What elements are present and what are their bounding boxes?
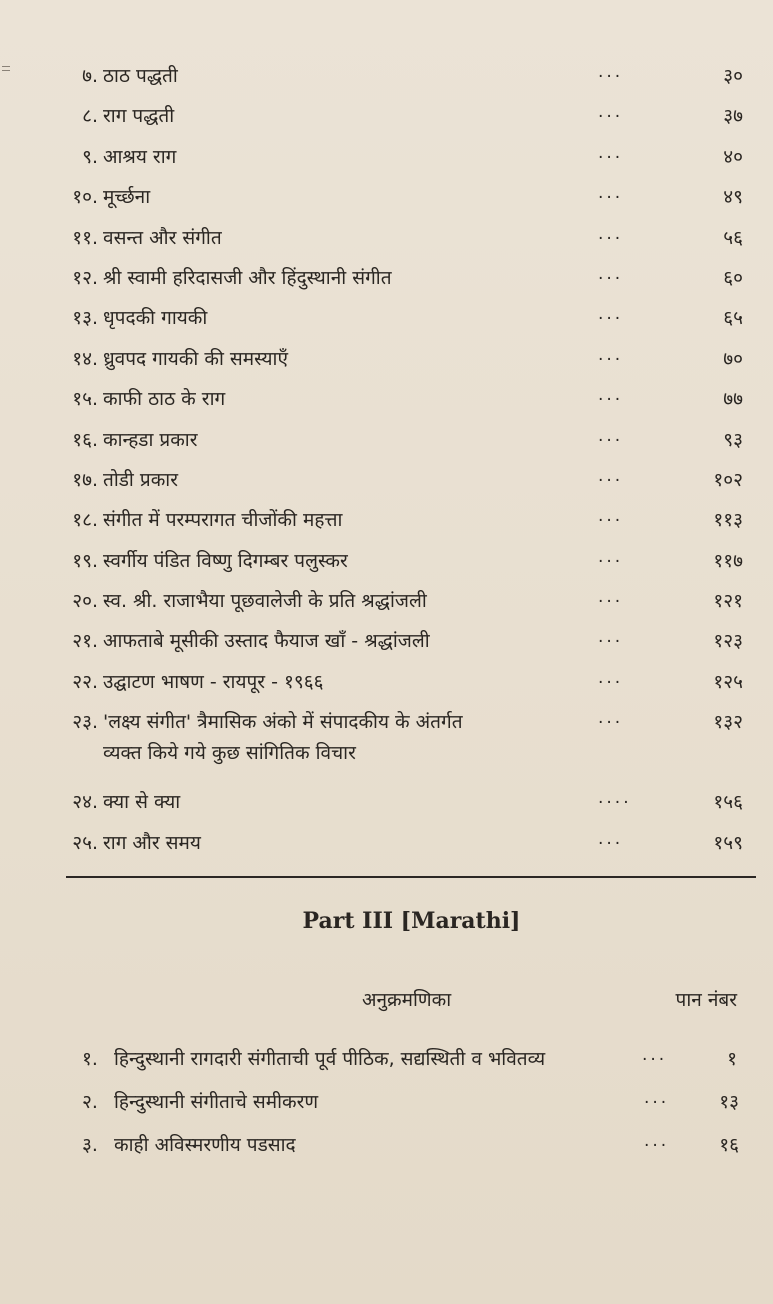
entry-leader-dots: ... (598, 263, 624, 284)
entry-leader-dots: ... (598, 506, 624, 527)
toc-entry (0, 339, 773, 379)
toc-entry (0, 581, 773, 621)
entry-title: स्व. श्री. राजाभैया पूछवालेजी के प्रति श्रद्धांजली (103, 590, 427, 613)
entry-title: काही अविस्मरणीय पडसाद (114, 1134, 296, 1156)
entry-title: आश्रय राग (103, 145, 177, 168)
entry-leader-dots: ... (644, 1131, 670, 1151)
toc-entry (0, 1082, 773, 1125)
entry-leader-dots: ... (598, 223, 624, 244)
entry-page-number: १५६ (713, 791, 743, 814)
entry-title: राग पद्धती (103, 105, 175, 128)
entry-title (103, 707, 463, 769)
entry-number: ११. (72, 226, 98, 249)
entry-leader-dots: ... (598, 546, 624, 567)
toc-entry (0, 460, 773, 500)
entry-number: १७. (72, 468, 98, 491)
entry-page-number: ४० (723, 145, 743, 168)
entry-title: ठाठ पद्धती (103, 65, 178, 87)
entry-page-number: ५६ (723, 226, 743, 249)
entry-number: २. (82, 1091, 98, 1113)
toc-entry (0, 541, 773, 581)
entry-page-number: १५९ (713, 831, 743, 854)
entry-title: कान्हडा प्रकार (103, 428, 198, 451)
entry-title: मूर्च्छना (103, 186, 151, 209)
entry-page-number: ११३ (713, 509, 743, 532)
toc-entry (0, 1125, 773, 1168)
entry-page-number: १६ (719, 1134, 739, 1156)
entry-title: उद्घाटण भाषण - रायपूर - १९६६ (103, 670, 324, 693)
entry-number: २५. (72, 831, 98, 854)
entry-page-number: १३ (719, 1091, 739, 1113)
entry-number: २१. (72, 630, 98, 653)
entry-title: स्वर्गीय पंडित विष्णु दिगम्बर पलुस्कर (103, 549, 348, 572)
entry-leader-dots: .... (598, 788, 632, 809)
entry-page-number: ३७ (723, 105, 743, 128)
entry-title: संगीत में परम्परागत चीजोंकी महत्ता (103, 509, 343, 532)
entry-page-number: १०२ (713, 468, 743, 491)
entry-title: धृपदकी गायकी (103, 307, 208, 330)
entry-leader-dots: ... (598, 183, 624, 204)
entry-number: १४. (72, 347, 98, 370)
entry-leader-dots: ... (598, 627, 624, 648)
toc-entry (0, 177, 773, 217)
entry-page-number: ७० (723, 347, 743, 370)
entry-title-line-1: 'लक्ष्य संगीत' त्रैमासिक अंको में संपादकीय के अंतर्गत (103, 711, 463, 734)
toc-entry (0, 298, 773, 338)
toc-entry (0, 137, 773, 177)
entry-title: काफी ठाठ के राग (103, 388, 226, 411)
entry-number: २०. (72, 590, 98, 613)
entry-number: २२. (72, 670, 98, 693)
entry-leader-dots: ... (598, 465, 624, 486)
entry-leader-dots: ... (598, 304, 624, 325)
toc-entry (0, 823, 773, 863)
entry-page-number: १३२ (713, 711, 743, 734)
entry-leader-dots: ... (598, 667, 624, 688)
toc-entry (0, 621, 773, 661)
entry-number: १५. (72, 388, 98, 411)
entry-page-number: १२३ (713, 630, 743, 653)
entry-title: तोडी प्रकार (103, 468, 178, 491)
entry-number: १०. (72, 186, 98, 209)
toc-entry (0, 662, 773, 702)
entry-page-number: १२५ (713, 670, 743, 693)
toc-entry (0, 258, 773, 298)
entry-number: १८. (72, 509, 98, 532)
section-divider (66, 876, 756, 878)
entry-number: ७. (82, 65, 98, 87)
toc-entry (0, 96, 773, 136)
entry-leader-dots: ... (598, 344, 624, 365)
entry-number: १. (82, 1048, 98, 1070)
toc-entry (0, 702, 773, 782)
entry-page-number: ६५ (723, 307, 743, 330)
entry-leader-dots: ... (598, 425, 624, 446)
entry-leader-dots: ... (598, 708, 624, 729)
toc-entry (0, 218, 773, 258)
entry-leader-dots: ... (598, 828, 624, 849)
toc-entry (0, 500, 773, 540)
entry-number: २३. (72, 711, 98, 734)
page-number-column-heading: पान नंबर (675, 989, 737, 1011)
entry-page-number: ६० (723, 266, 743, 289)
entry-leader-dots: ... (598, 587, 624, 608)
toc-entry (0, 1039, 773, 1082)
entry-title: ध्रुवपद गायकी की समस्याएँ (103, 347, 288, 370)
entry-page-number: १ (727, 1048, 737, 1070)
entry-leader-dots: ... (644, 1088, 670, 1108)
entry-page-number: ९३ (723, 428, 743, 451)
entry-number: १२. (72, 266, 98, 289)
entry-number: १३. (72, 307, 98, 330)
entry-leader-dots: ... (598, 62, 624, 82)
entry-number: १६. (72, 428, 98, 451)
entry-leader-dots: ... (598, 385, 624, 406)
entry-leader-dots: ... (598, 142, 624, 163)
entry-number: ८. (82, 105, 98, 128)
entry-title: आफताबे मूसीकी उस्ताद फैयाज खाँ - श्रद्धांजली (103, 630, 430, 653)
entry-page-number: ७७ (723, 388, 743, 411)
entry-number: २४. (72, 791, 98, 814)
entry-title: हिन्दुस्थानी संगीताचे समीकरण (114, 1091, 319, 1113)
entry-title: हिन्दुस्थानी रागदारी संगीताची पूर्व पीठिक, सद्यस्थिती व भवितव्य (114, 1048, 546, 1070)
entry-number: १९. (72, 549, 98, 572)
entry-page-number: ११७ (713, 549, 743, 572)
entry-title: राग और समय (103, 831, 201, 854)
entry-title: श्री स्वामी हरिदासजी और हिंदुस्थानी संगीत (103, 266, 392, 289)
entry-title: क्या से क्या (103, 791, 181, 814)
entry-leader-dots: ... (642, 1045, 668, 1065)
entry-leader-dots: ... (598, 102, 624, 123)
entry-number: ३. (82, 1134, 98, 1156)
entry-number: ९. (82, 145, 98, 168)
toc-entry (0, 420, 773, 460)
entry-title: वसन्त और संगीत (103, 226, 222, 249)
part-three-heading: Part III [Marathi] (302, 908, 521, 934)
table-of-contents-part-three (0, 1039, 773, 1168)
index-column-heading: अनुक्रमणिका (362, 989, 452, 1011)
toc-entry (0, 782, 773, 822)
toc-entry (0, 56, 773, 96)
toc-entry (0, 379, 773, 419)
entry-page-number: ३० (723, 65, 743, 87)
entry-title-line-2: व्यक्त किये गये कुछ सांगितिक विचार (103, 742, 356, 765)
entry-page-number: ४९ (723, 186, 743, 209)
table-of-contents-part-two (0, 56, 773, 863)
entry-page-number: १२१ (713, 590, 743, 613)
